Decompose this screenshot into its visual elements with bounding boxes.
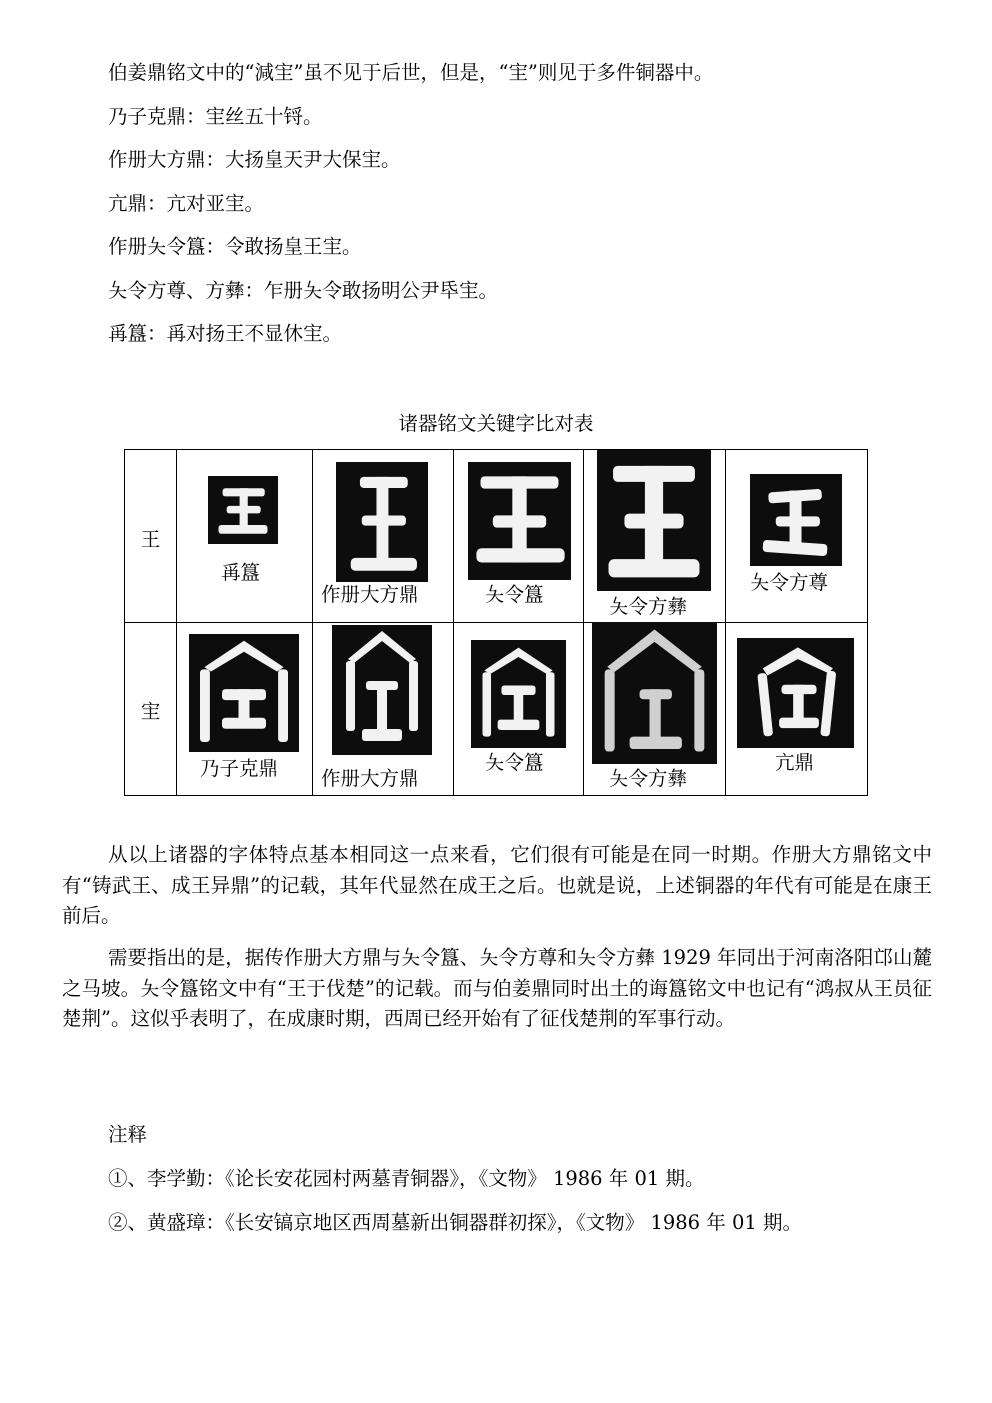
note-item: ①、李学勤：《论长安花园村两墓青铜器》，《文物》 1986 年 01 期。: [108, 1167, 705, 1190]
intro-line: 亢鼎：亢对亚宔。: [108, 192, 265, 215]
intro-line: 夨令方尊、方彝：乍册夨令敢扬明公尹氒宔。: [108, 279, 499, 302]
cell-label: 乃子克鼎: [200, 757, 279, 780]
rubbing-image: [189, 634, 299, 752]
cell-label: 夨令簋: [485, 583, 544, 606]
rubbing-image: [336, 462, 428, 582]
intro-line: 爯簋：爯对扬王不显休宔。: [108, 322, 343, 345]
body-paragraph: 需要指出的是，据传作册大方鼎与夨令簋、夨令方尊和夨令方彝 1929 年同出于河南洛阳邙山麓之马坡。夨令簋铭文中有“王于伐楚”的记载。而与伯姜鼎同时出土的诲簋铭文中也记有“鸿叔从王员征楚荆”。这似乎表明了，在成康时期，西周已经开始有了征伐楚荆的军事行动。: [62, 946, 932, 1030]
row-label-zhu: 宔: [140, 700, 161, 723]
notes-heading: 注释: [108, 1123, 148, 1146]
rubbing-image: [737, 638, 854, 748]
cell-label: 夨令簋: [485, 751, 544, 774]
rubbing-image: [208, 476, 278, 544]
rubbing-image: [468, 462, 571, 580]
intro-line: 作册夨令簋：令敢扬皇王宔。: [108, 235, 362, 258]
cell-label: 作册大方鼎: [321, 583, 419, 606]
row-label-wang: 王: [140, 528, 161, 551]
table-caption: 诸器铭文关键字比对表: [398, 412, 594, 435]
cell-label: 夨令方尊: [750, 571, 829, 594]
rubbing-image: [592, 622, 717, 764]
body-paragraph: 从以上诸器的字体特点基本相同这一点来看，它们很有可能是在同一时期。作册大方鼎铭文中有“铸武王、成王异鼎”的记载，其年代显然在成王之后。也就是说，上述铜器的年代有可能是在康王前后。: [62, 843, 932, 927]
intro-line: 乃子克鼎：宔丝五十锊。: [108, 105, 323, 128]
comparison-table: [124, 449, 868, 796]
rubbing-image: [597, 450, 711, 591]
intro-line: 伯姜鼎铭文中的“減宔”虽不见于后世，但是，“宔”则见于多件铜器中。: [108, 61, 714, 84]
cell-label: 作册大方鼎: [321, 767, 419, 790]
note-item: ②、黄盛璋：《长安镐京地区西周墓新出铜器群初探》，《文物》 1986 年 01 期。: [108, 1211, 802, 1234]
intro-line: 作册大方鼎：大扬皇天尹大保宔。: [108, 148, 401, 171]
cell-label: 爯簋: [221, 561, 261, 584]
rubbing-image: [332, 625, 432, 755]
rubbing-image: [750, 474, 842, 566]
cell-label: 亢鼎: [775, 751, 815, 774]
rubbing-image: [471, 640, 566, 748]
cell-label: 夨令方彝: [609, 595, 688, 618]
cell-label: 夨令方彝: [609, 767, 688, 790]
